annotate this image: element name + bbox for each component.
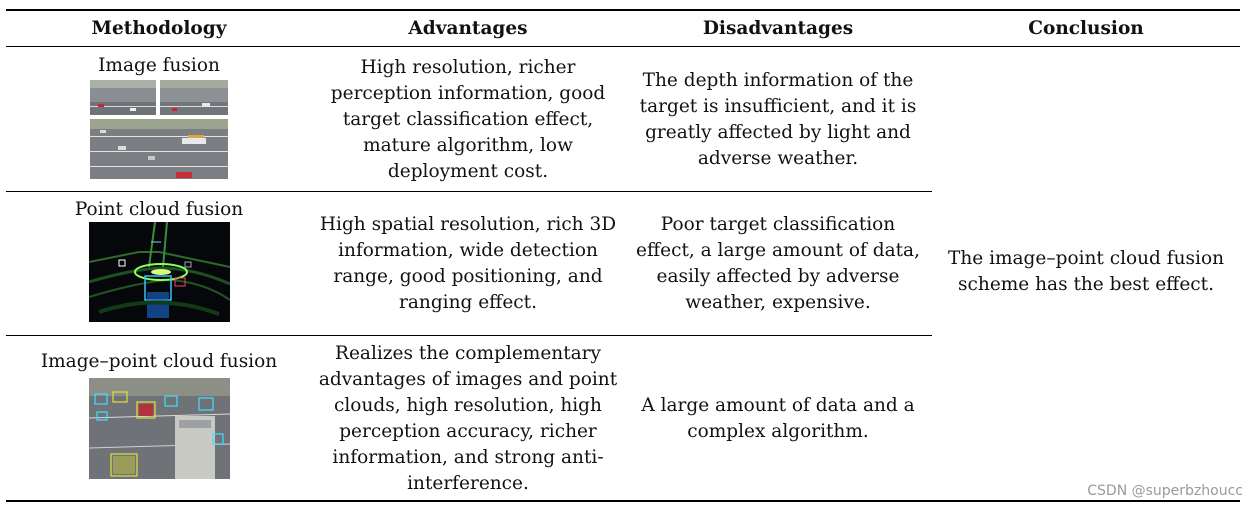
method-image-fusion: Image fusion bbox=[98, 55, 220, 76]
method-point-cloud-fusion: Point cloud fusion bbox=[74, 199, 244, 220]
disadvantages-image-fusion: The depth information of the target is insufficient, and it is greatly affected by light and adverse weather. bbox=[639, 70, 917, 169]
header-advantages: Advantages bbox=[408, 17, 528, 39]
disadvantages-point-cloud-fusion: Poor target classification effect, a large amount of data, easily affected by adverse weather, expensive. bbox=[636, 214, 920, 313]
row1-rule bbox=[6, 191, 932, 192]
disadvantages-image-point-cloud-fusion: A large amount of data and a complex algorithm. bbox=[641, 395, 915, 442]
header-disadvantages: Disadvantages bbox=[702, 17, 854, 39]
row2-rule bbox=[6, 335, 932, 336]
image-fusion-thumbnail bbox=[90, 80, 228, 179]
point-cloud-thumbnail bbox=[89, 222, 230, 322]
advantages-point-cloud-fusion: High spatial resolution, rich 3D information, wide detection range, good positioning, and ranging effect. bbox=[319, 214, 617, 313]
watermark: CSDN @superbzhoucc bbox=[1087, 483, 1243, 499]
header-methodology: Methodology bbox=[91, 17, 227, 39]
header-rule bbox=[6, 46, 1240, 47]
header-conclusion: Conclusion bbox=[1028, 17, 1144, 39]
method-image-point-cloud-fusion: Image–point cloud fusion bbox=[40, 351, 278, 372]
advantages-image-fusion: High resolution, richer perception information, good target classification effect, mature algorithm, low deployment cost. bbox=[330, 57, 606, 182]
conclusion-text: The image–point cloud fusion scheme has the best effect. bbox=[947, 248, 1225, 295]
advantages-image-point-cloud-fusion: Realizes the complementary advantages of images and point clouds, high resolution, high perception accuracy, richer information, and strong anti-interference. bbox=[318, 343, 618, 494]
image-point-cloud-thumbnail bbox=[89, 378, 230, 479]
bottom-rule bbox=[6, 500, 1240, 502]
